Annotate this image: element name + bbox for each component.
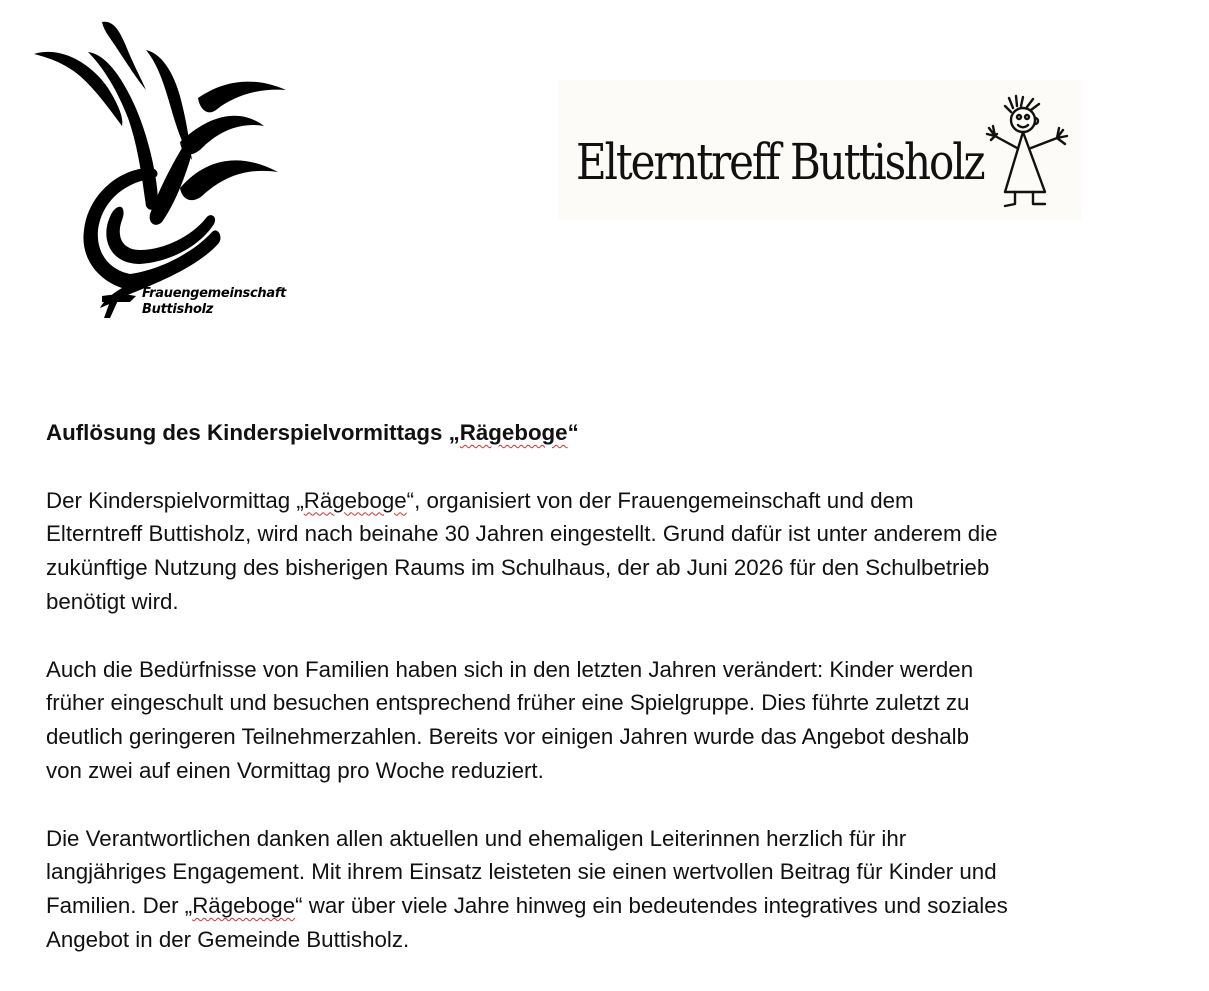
- line-text: “ war über viele Jahre hinweg ein bedeutendes integratives und soziales: [295, 893, 1008, 919]
- paragraph-line: von zwei auf einen Vormittag pro Woche reduziert.: [46, 757, 544, 783]
- paragraph-2: [46, 653, 1126, 788]
- paragraph-line: [46, 889, 1126, 923]
- stick-figure-child-icon: [983, 94, 1073, 214]
- paragraph-1: [46, 484, 1126, 619]
- paragraph-line: langjähriges Engagement. Mit ihrem Einsatz leisteten sie einen wertvollen Beitrag für Kinder und: [46, 859, 997, 885]
- frauengemeinschaft-logo: [30, 18, 300, 328]
- paragraph-line: zukünftige Nutzung des bisherigen Raums im Schulhaus, der ab Juni 2026 für den Schulbetrieb: [46, 555, 990, 581]
- document-title: [46, 416, 1126, 450]
- elterntreff-brand-text: Elterntreff Buttisholz: [576, 133, 984, 191]
- document-body: [46, 416, 1126, 991]
- elterntreff-logo: [558, 80, 1081, 220]
- paragraph-line: Angebot in der Gemeinde Buttisholz.: [46, 926, 410, 952]
- line-text: “, organisiert von der Frauengemeinschaft und dem: [406, 487, 914, 513]
- paragraph-line: Elterntreff Buttisholz, wird nach beinahe 30 Jahren eingestellt. Grund dafür ist unter anderem die: [46, 521, 998, 547]
- title-prefix: Auflösung des Kinderspielvormittags „: [46, 420, 460, 445]
- org-name-line1: Frauengemeinschaft: [142, 286, 287, 301]
- title-suffix: “: [567, 420, 579, 445]
- spellcheck-flagged-word[interactable]: Rägeboge: [192, 893, 296, 919]
- paragraph-line: Auch die Bedürfnisse von Familien haben sich in den letzten Jahren verändert: Kinder werden: [46, 656, 974, 682]
- line-text: Der Kinderspielvormittag „: [46, 487, 304, 513]
- paragraph-line: früher eingeschult und besuchen entsprechend früher eine Spielgruppe. Dies führte zuletzt zu: [46, 690, 970, 716]
- paragraph-line: deutlich geringeren Teilnehmerzahlen. Bereits vor einigen Jahren wurde das Angebot deshalb: [46, 724, 970, 750]
- org-name-line2: Buttisholz: [142, 302, 213, 317]
- wheat-flame-logo-icon: [30, 18, 300, 328]
- paragraph-line: Die Verantwortlichen danken allen aktuellen und ehemaligen Leiterinnen herzlich für ihr: [46, 825, 907, 851]
- spellcheck-flagged-word[interactable]: Rägeboge: [303, 487, 407, 513]
- paragraph-line: [46, 484, 1126, 518]
- paragraph-3: [46, 822, 1126, 957]
- line-text: Familien. Der „: [46, 893, 193, 919]
- spellcheck-flagged-word[interactable]: Rägeboge: [459, 420, 568, 445]
- paragraph-line: benötigt wird.: [46, 588, 179, 614]
